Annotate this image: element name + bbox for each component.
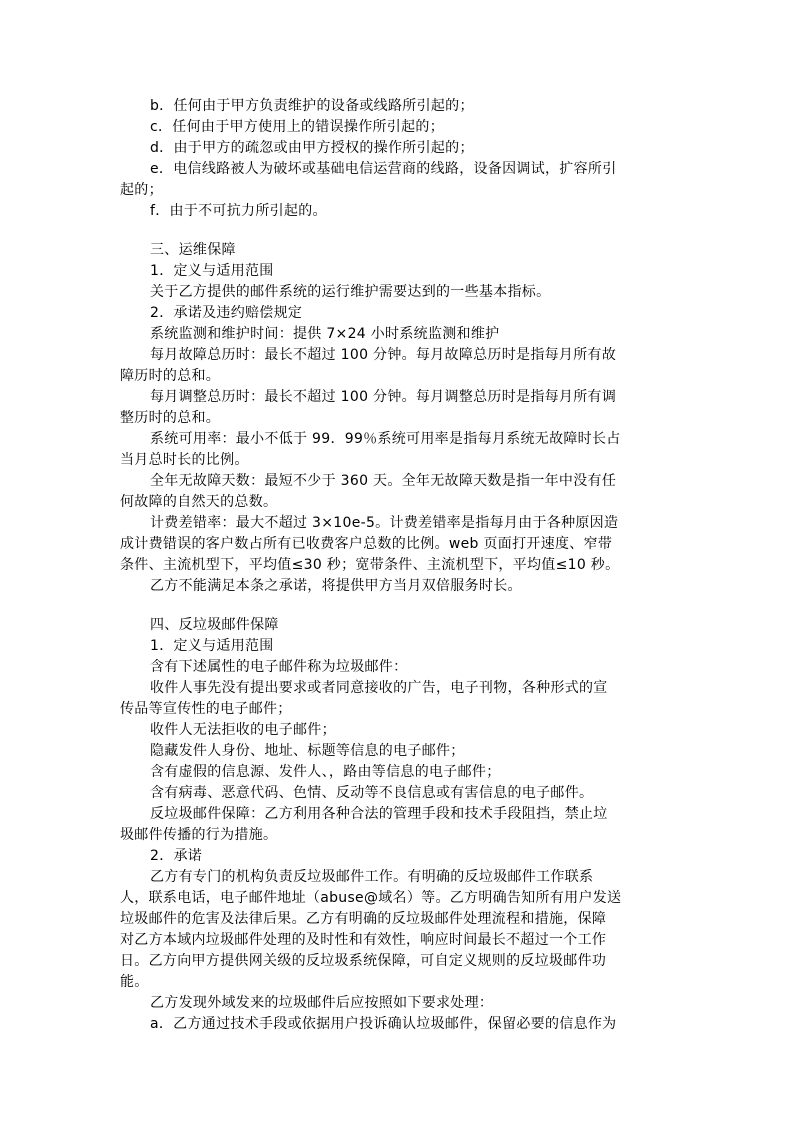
text-line: 人，联系电话，电子邮件地址（abuse@域名）等。乙方明确告知所有用户发送 [120, 890, 622, 906]
text-line: 每月故障总历时：最长不超过 100 分钟。每月故障总历时是指每月所有故 [150, 347, 617, 363]
text-line: 起的； [120, 182, 163, 198]
text-line: 含有病毒、恶意代码、色情、反动等不良信息或有害信息的电子邮件。 [150, 785, 594, 801]
text-line: 传品等宣传性的电子邮件； [120, 701, 292, 717]
text-line: 乙方不能满足本条之承诺，将提供甲方当月双倍服务时长。 [150, 578, 522, 594]
text-line: 系统监测和维护时间：提供 7×24 小时系统监测和维护 [150, 326, 500, 342]
text-line: 含有下述属性的电子邮件称为垃圾邮件： [150, 659, 408, 675]
text-line: 何故障的自然天的总数。 [120, 494, 278, 510]
text-line: 系统可用率：最小不低于 99．99％系统可用率是指每月系统无故障时长占 [150, 431, 621, 447]
section-heading: 四、反垃圾邮件保障 [150, 617, 279, 633]
text-line: 能。 [120, 974, 149, 990]
text-line: 1．定义与适用范围 [150, 638, 274, 654]
text-line: 1．定义与适用范围 [150, 263, 274, 279]
text-line: 2．承诺及违约赔偿规定 [150, 305, 303, 321]
text-line: 障历时的总和。 [120, 368, 221, 384]
text-line: 成计费错误的客户数占所有已收费客户总数的比例。web 页面打开速度、窄带 [120, 536, 613, 552]
text-line: f．由于不可抗力所引起的。 [150, 203, 327, 219]
text-line: d．由于甲方的疏忽或由甲方授权的操作所引起的； [150, 140, 474, 156]
text-line: 反垃圾邮件保障：乙方利用各种合法的管理手段和技术手段阻挡，禁止垃 [150, 806, 608, 822]
text-line: 计费差错率：最大不超过 3×10e-5。计费差错率是指每月由于各种原因造 [150, 515, 619, 531]
text-line: b．任何由于甲方负责维护的设备或线路所引起的； [150, 98, 474, 114]
text-line: 含有虚假的信息源、发件人、，路由等信息的电子邮件； [150, 764, 501, 780]
text-line: 隐藏发件人身份、地址、标题等信息的电子邮件； [150, 743, 465, 759]
text-line: 乙方有专门的机构负责反垃圾邮件工作。有明确的反垃圾邮件工作联系 [150, 869, 594, 885]
text-line: 收件人事先没有提出要求或者同意接收的广告，电子刊物，各种形式的宣 [150, 680, 608, 696]
text-line: 全年无故障天数：最短不少于 360 天。全年无故障天数是指一年中没有任 [150, 473, 617, 489]
text-line: a．乙方通过技术手段或依据用户投诉确认垃圾邮件，保留必要的信息作为 [150, 1016, 617, 1032]
text-line: c．任何由于甲方使用上的错误操作所引起的； [150, 119, 444, 135]
text-line: 日。乙方向甲方提供网关级的反垃圾系统保障，可自定义规则的反垃圾邮件功 [120, 953, 607, 969]
text-line: 2．承诺 [150, 848, 203, 864]
text-line: 每月调整总历时：最长不超过 100 分钟。每月调整总历时是指每月所有调 [150, 389, 617, 405]
text-line: 对乙方本域内垃圾邮件处理的及时性和有效性，响应时间最长不超过一个工作 [120, 932, 607, 948]
text-line: 圾邮件传播的行为措施。 [120, 827, 278, 843]
text-line: 当月总时长的比例。 [120, 452, 249, 468]
text-line: 条件、主流机型下，平均值≤30 秒；宽带条件、主流机型下，平均值≤10 秒。 [120, 557, 620, 573]
text-line: 关于乙方提供的邮件系统的运行维护需要达到的一些基本指标。 [150, 284, 551, 300]
text-line: 乙方发现外域发来的垃圾邮件后应按照如下要求处理： [150, 995, 494, 1011]
text-line: 收件人无法拒收的电子邮件； [150, 722, 336, 738]
text-line: e．电信线路被人为破坏或基础电信运营商的线路，设备因调试，扩容所引 [150, 161, 617, 177]
text-line: 整历时的总和。 [120, 410, 221, 426]
section-heading: 三、运维保障 [150, 242, 236, 258]
text-line: 垃圾邮件的危害及法律后果。乙方有明确的反垃圾邮件处理流程和措施，保障 [120, 911, 607, 927]
